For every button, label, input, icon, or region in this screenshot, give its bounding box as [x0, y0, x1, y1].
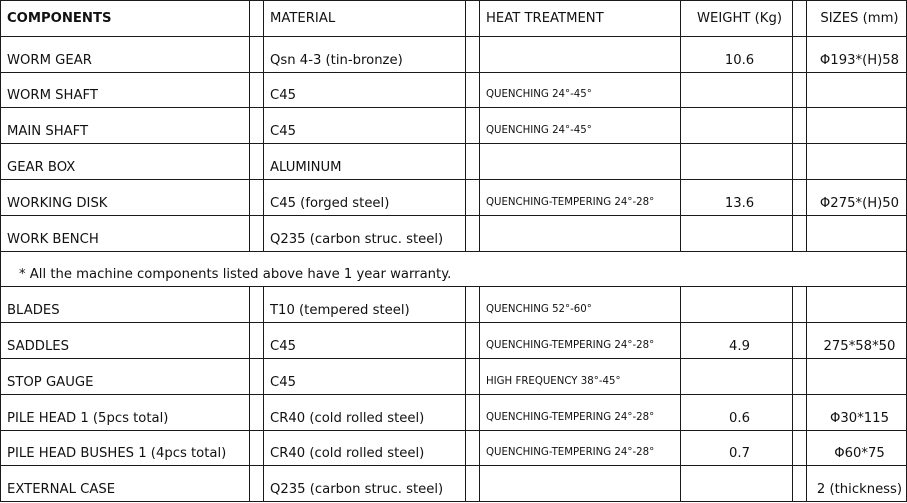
size-cell: Φ30*115: [807, 394, 907, 430]
size-cell: 275*58*50: [807, 323, 907, 359]
weight-cell: 0.6: [681, 394, 793, 430]
size-cell: 2 (thickness): [807, 466, 907, 502]
column-separator: [793, 36, 807, 72]
heat-treatment-cell: QUENCHING-TEMPERING 24°-28°: [480, 179, 681, 215]
weight-cell: [681, 108, 793, 144]
material-cell: C45: [264, 358, 466, 394]
column-separator: [793, 144, 807, 180]
table-row: [1, 466, 907, 502]
column-separator: [466, 1, 480, 37]
heat-treatment-cell: QUENCHING-TEMPERING 24°-28°: [480, 430, 681, 466]
table-row: [1, 287, 907, 323]
column-separator: [250, 144, 264, 180]
size-cell: [807, 358, 907, 394]
header-sizes: SIZES (mm): [807, 1, 907, 37]
heat-treatment-cell: QUENCHING-TEMPERING 24°-28°: [480, 323, 681, 359]
size-cell: [807, 144, 907, 180]
warranty-note: * All the machine components listed above have 1 year warranty.: [1, 251, 907, 287]
heat-treatment-cell: [480, 215, 681, 251]
size-cell: [807, 108, 907, 144]
warranty-note-row: [1, 251, 907, 287]
column-separator: [250, 72, 264, 108]
size-cell: [807, 215, 907, 251]
column-separator: [793, 108, 807, 144]
column-separator: [250, 215, 264, 251]
component-cell: WORKING DISK: [1, 179, 250, 215]
column-separator: [793, 466, 807, 502]
table-row: [1, 72, 907, 108]
column-separator: [793, 287, 807, 323]
component-cell: PILE HEAD BUSHES 1 (4pcs total): [1, 430, 250, 466]
table-row: [1, 108, 907, 144]
material-cell: T10 (tempered steel): [264, 287, 466, 323]
column-separator: [466, 215, 480, 251]
column-separator: [466, 466, 480, 502]
column-separator: [466, 179, 480, 215]
size-cell: Φ60*75: [807, 430, 907, 466]
column-separator: [466, 144, 480, 180]
column-separator: [250, 179, 264, 215]
weight-cell: 4.9: [681, 323, 793, 359]
material-cell: Qsn 4-3 (tin-bronze): [264, 36, 466, 72]
table-row: [1, 430, 907, 466]
column-separator: [250, 323, 264, 359]
column-separator: [250, 358, 264, 394]
size-cell: [807, 287, 907, 323]
material-cell: C45: [264, 323, 466, 359]
header-weight: WEIGHT (Kg): [681, 1, 793, 37]
column-separator: [793, 394, 807, 430]
component-cell: MAIN SHAFT: [1, 108, 250, 144]
column-separator: [466, 72, 480, 108]
heat-treatment-cell: QUENCHING 24°-45°: [480, 72, 681, 108]
header-row: [1, 1, 907, 37]
heat-treatment-cell: QUENCHING 24°-45°: [480, 108, 681, 144]
column-separator: [793, 323, 807, 359]
component-cell: EXTERNAL CASE: [1, 466, 250, 502]
column-separator: [793, 179, 807, 215]
heat-treatment-cell: HIGH FREQUENCY 38°-45°: [480, 358, 681, 394]
weight-cell: 10.6: [681, 36, 793, 72]
column-separator: [466, 108, 480, 144]
material-cell: ALUMINUM: [264, 144, 466, 180]
component-cell: WORM GEAR: [1, 36, 250, 72]
column-separator: [793, 72, 807, 108]
table-row: [1, 144, 907, 180]
table-row: [1, 394, 907, 430]
material-cell: Q235 (carbon struc. steel): [264, 466, 466, 502]
column-separator: [250, 466, 264, 502]
material-cell: C45: [264, 108, 466, 144]
size-cell: [807, 72, 907, 108]
column-separator: [793, 1, 807, 37]
column-separator: [250, 108, 264, 144]
component-cell: WORM SHAFT: [1, 72, 250, 108]
component-cell: SADDLES: [1, 323, 250, 359]
weight-cell: [681, 215, 793, 251]
heat-treatment-cell: [480, 36, 681, 72]
material-cell: C45: [264, 72, 466, 108]
header-heat-treatment: HEAT TREATMENT: [480, 1, 681, 37]
heat-treatment-cell: [480, 466, 681, 502]
weight-cell: [681, 466, 793, 502]
table-row: [1, 215, 907, 251]
size-cell: Φ193*(H)58: [807, 36, 907, 72]
weight-cell: [681, 287, 793, 323]
heat-treatment-cell: QUENCHING-TEMPERING 24°-28°: [480, 394, 681, 430]
header-material: MATERIAL: [264, 1, 466, 37]
column-separator: [466, 323, 480, 359]
component-cell: STOP GAUGE: [1, 358, 250, 394]
component-cell: BLADES: [1, 287, 250, 323]
table-row: [1, 36, 907, 72]
table-row: [1, 323, 907, 359]
column-separator: [793, 430, 807, 466]
column-separator: [250, 394, 264, 430]
material-cell: Q235 (carbon struc. steel): [264, 215, 466, 251]
table-row: [1, 179, 907, 215]
weight-cell: [681, 72, 793, 108]
column-separator: [793, 215, 807, 251]
column-separator: [466, 358, 480, 394]
heat-treatment-cell: [480, 144, 681, 180]
weight-cell: [681, 144, 793, 180]
size-cell: Φ275*(H)50: [807, 179, 907, 215]
column-separator: [250, 287, 264, 323]
material-cell: C45 (forged steel): [264, 179, 466, 215]
weight-cell: [681, 358, 793, 394]
column-separator: [466, 430, 480, 466]
material-cell: CR40 (cold rolled steel): [264, 394, 466, 430]
material-cell: CR40 (cold rolled steel): [264, 430, 466, 466]
column-separator: [250, 1, 264, 37]
column-separator: [466, 36, 480, 72]
heat-treatment-cell: QUENCHING 52°-60°: [480, 287, 681, 323]
column-separator: [466, 287, 480, 323]
column-separator: [466, 394, 480, 430]
header-components: COMPONENTS: [1, 1, 250, 37]
column-separator: [250, 430, 264, 466]
weight-cell: 13.6: [681, 179, 793, 215]
column-separator: [250, 36, 264, 72]
column-separator: [793, 358, 807, 394]
table-row: [1, 358, 907, 394]
component-cell: WORK BENCH: [1, 215, 250, 251]
component-cell: PILE HEAD 1 (5pcs total): [1, 394, 250, 430]
component-cell: GEAR BOX: [1, 144, 250, 180]
weight-cell: 0.7: [681, 430, 793, 466]
